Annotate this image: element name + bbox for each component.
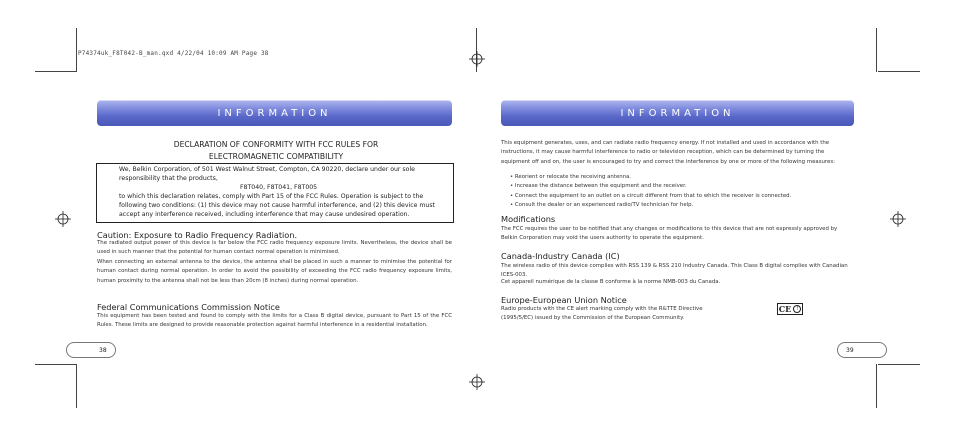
list-item: • Reorient or relocate the receiving antenna. xyxy=(510,174,632,180)
crop-mark xyxy=(878,71,920,72)
registration-mark-icon xyxy=(890,211,906,227)
declaration-box xyxy=(96,163,454,223)
intro-paragraph: This equipment generates, uses, and can radiate radio frequency energy. If not installed and used in accordance with the instructions, it may cause harmful interference to radio or television reception, which can be determined by turning the equipment off and on, the user is encouraged to try and correct the interference by one or more of the following measures: xyxy=(501,140,835,165)
caution-paragraph-2: When connecting an external antenna to the device, the antenna shall be placed in such a manner to minimise the potential for human contact during normal operation. In order to avoid the possibility of exceeding the FCC radio frequency exposure limits, human proximity to the antenna shall not be less than 20cm (8 inches) during normal operation. xyxy=(97,259,452,284)
crop-mark xyxy=(878,364,920,365)
declaration-title xyxy=(96,139,456,163)
registration-mark-icon xyxy=(55,211,71,227)
modifications-heading: Modifications xyxy=(501,214,556,224)
alert-icon: ! xyxy=(793,305,801,313)
banner-title: INFORMATION xyxy=(217,107,332,119)
canada-heading: Canada-Industry Canada (IC) xyxy=(501,251,620,261)
crop-mark xyxy=(76,28,77,72)
list-item: • Consult the dealer or an experienced radio/TV technician for help. xyxy=(510,201,694,208)
ce-mark-icon xyxy=(777,303,803,315)
declaration-title-line-1: DECLARATION OF CONFORMITY WITH FCC RULES FOR xyxy=(173,140,379,149)
canada-paragraph-1: The wireless radio of this device complies with RSS 139 & RSS 210 Industry Canada. This Class B digital complies with Canadian ICES-003. xyxy=(501,263,848,279)
right-information-banner xyxy=(501,100,854,126)
crop-mark xyxy=(35,71,77,72)
declaration-line-5: accept any interference received, including interference that may cause undesired operation. xyxy=(119,211,410,218)
crop-mark xyxy=(876,28,877,72)
crop-mark xyxy=(35,364,77,365)
europe-heading: Europe-European Union Notice xyxy=(501,295,627,305)
caution-heading: Caution: Exposure to Radio Frequency Radiation. xyxy=(97,230,298,240)
page-number-tab-right xyxy=(837,342,887,358)
canada-paragraph-2: Cet appareil numérique de la classe B conforme à la norme NMB-003 du Canada. xyxy=(501,279,721,285)
list-item: • Connect the equipment to an outlet on a circuit different from that to which the receiver is connected. xyxy=(510,192,792,199)
caution-paragraph-1: The radiated output power of this device is far below the FCC radio frequency exposure limits. Nevertheless, the device shall be used in such manner that the potential for human contact normal operation is minimised. xyxy=(97,240,452,256)
crop-mark xyxy=(76,364,77,408)
declaration-line-4: following two conditions: (1) this device may not cause harmful interference, and (2) this device must xyxy=(119,202,435,209)
page-number: 38 xyxy=(99,346,107,354)
fcc-heading: Federal Communications Commission Notice xyxy=(97,302,280,312)
crop-mark xyxy=(876,364,877,408)
europe-paragraph: Radio products with the CE alert marking comply with the R&TTE Directive (1995/5/EC) issued by the Commission of the European Community. xyxy=(501,306,703,322)
declaration-products: F8T040, F8T041, F8T005 xyxy=(240,184,318,191)
declaration-line-1: We, Belkin Corporation, of 501 West Walnut Street, Compton, CA 90220, declare under our sole xyxy=(119,166,415,173)
declaration-line-2: responsibility that the products, xyxy=(119,175,218,182)
declaration-title-line-2: ELECTROMAGNETIC COMPATIBILITY xyxy=(208,152,344,161)
page-number-tab-left xyxy=(66,342,116,358)
declaration-line-3: to which this declaration relates, comply with Part 15 of the FCC Rules. Operation is subject to the xyxy=(119,193,424,200)
page-number: 39 xyxy=(846,346,854,354)
ce-mark-text: CE xyxy=(778,304,792,314)
registration-mark-icon xyxy=(469,51,485,67)
modifications-paragraph: The FCC requires the user to be notified that any changes or modifications to this device that are not expressly approved by Belkin Corporation may void the users authority to operate the equipment. xyxy=(501,226,838,242)
print-slug: P74374uk_F8T042-B_man.qxd 4/22/04 10:09 AM Page 38 xyxy=(78,50,269,57)
list-item: • Increase the distance between the equipment and the receiver. xyxy=(510,183,687,190)
banner-title: INFORMATION xyxy=(620,107,735,119)
registration-mark-icon xyxy=(469,374,485,390)
left-information-banner xyxy=(97,100,452,126)
fcc-paragraph: This equipment has been tested and found to comply with the limits for a Class B digital device, pursuant to Part 15 of the FCC Rules. These limits are designed to provide reasonable protection against harmful interference in a residential installation. xyxy=(97,313,452,329)
measures-list xyxy=(504,173,854,210)
